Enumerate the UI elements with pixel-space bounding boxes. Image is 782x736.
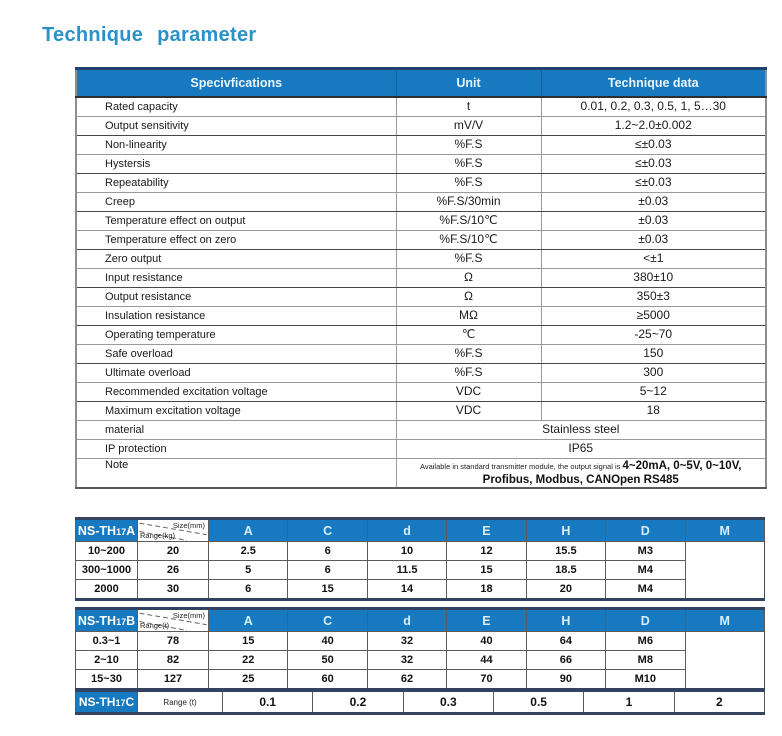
technique-value: ≤±0.03 (541, 136, 766, 155)
unit-value: %F.S (396, 136, 541, 155)
dimension-value: 66 (526, 651, 605, 670)
column-header: C (288, 609, 367, 632)
header-row (76, 609, 765, 632)
technique-value: 150 (541, 345, 766, 364)
dimension-value: 14 (367, 580, 446, 600)
dimension-value: 11.5 (367, 561, 446, 580)
dimension-table-b (75, 607, 765, 691)
capacity-table-c (75, 689, 765, 715)
column-header: H (526, 519, 605, 542)
table-row (76, 651, 765, 670)
size-unit-label: Size(mm) (172, 521, 205, 530)
note-line1 (397, 459, 766, 473)
dimension-value: M4 (606, 561, 685, 580)
range-unit-label: Range(t) (140, 621, 170, 630)
unit-value: %F.S/30min (396, 193, 541, 212)
technique-value: ±0.03 (541, 231, 766, 250)
spec-label: Note (76, 459, 396, 489)
table-row (76, 269, 766, 288)
column-header: C (288, 519, 367, 542)
spec-label: Safe overload (76, 345, 396, 364)
dimension-value: M3 (606, 542, 685, 561)
unit-value: %F.S (396, 155, 541, 174)
technique-value: ≤±0.03 (541, 155, 766, 174)
material-value: Stainless steel (396, 421, 766, 440)
diagonal-header-cell (138, 519, 209, 542)
range-value: 15~30 (76, 670, 138, 690)
dimension-value: 10 (367, 542, 446, 561)
header-row (76, 519, 765, 542)
column-header: D (606, 609, 685, 632)
technique-value: ±0.03 (541, 212, 766, 231)
range-value: 10~200 (76, 542, 138, 561)
table-row (76, 542, 765, 561)
technique-value: ≤±0.03 (541, 174, 766, 193)
table-row (76, 193, 766, 212)
table-row (76, 691, 765, 714)
range-unit-label: Range (t) (138, 691, 223, 714)
range-value: 0.3~1 (76, 632, 138, 651)
spec-label: Output resistance (76, 288, 396, 307)
table-row (76, 632, 765, 651)
table-row (76, 670, 765, 690)
dimension-value: 90 (526, 670, 605, 690)
unit-value: Ω (396, 288, 541, 307)
spec-label: material (76, 421, 396, 440)
table-row (76, 231, 766, 250)
technique-value: 300 (541, 364, 766, 383)
table-row (76, 174, 766, 193)
column-header: A (209, 609, 288, 632)
dimension-value: 22 (209, 651, 288, 670)
model-suffix: A (126, 523, 136, 538)
model-prefix: NS-TH (78, 695, 116, 709)
technique-value: 18 (541, 402, 766, 421)
column-header: d (367, 609, 446, 632)
note-signals-text: 4~20mA, 0~5V, 0~10V, (622, 460, 742, 472)
dimension-value: 32 (367, 651, 446, 670)
dimension-value: M8 (606, 651, 685, 670)
model-badge-c (76, 691, 138, 714)
technique-data-header: Technique data (541, 69, 766, 98)
note-intro-text: Available in standard transmitter module, the output signal is (419, 462, 623, 471)
dimension-value: 64 (526, 632, 605, 651)
dimension-value: 25 (209, 670, 288, 690)
spec-label: Zero output (76, 250, 396, 269)
spec-label: Hystersis (76, 155, 396, 174)
page-title: Technique parameter (42, 24, 257, 46)
diagonal-header-cell (138, 609, 209, 632)
dimension-value: 5 (209, 561, 288, 580)
technique-value: ≥5000 (541, 307, 766, 326)
unit-value: VDC (396, 383, 541, 402)
technique-value: 1.2~2.0±0.002 (541, 117, 766, 136)
technique-parameter-table (75, 67, 767, 489)
dimension-value: 26 (138, 561, 209, 580)
range-unit-label: Range(kg) (140, 531, 176, 540)
column-header: D (606, 519, 685, 542)
unit-value: MΩ (396, 307, 541, 326)
dimension-value: 15.5 (526, 542, 605, 561)
unit-header: Unit (396, 69, 541, 98)
specifications-header: Specivfications (76, 69, 396, 98)
column-header: M (685, 609, 764, 632)
column-header: H (526, 609, 605, 632)
model-suffix: C (125, 695, 135, 709)
table-row (76, 402, 766, 421)
dimension-value: M6 (606, 632, 685, 651)
spec-label: Output sensitivity (76, 117, 396, 136)
table-row (76, 97, 766, 117)
spec-label: Temperature effect on zero (76, 231, 396, 250)
column-header: M (685, 519, 764, 542)
table-row (76, 136, 766, 155)
dimension-table-a (75, 517, 765, 601)
dimension-value: 20 (526, 580, 605, 600)
model-badge-a (76, 519, 138, 542)
unit-value: %F.S (396, 250, 541, 269)
table-row (76, 383, 766, 402)
dimension-value: 12 (447, 542, 526, 561)
technique-value: 350±3 (541, 288, 766, 307)
spec-label: Creep (76, 193, 396, 212)
unit-value: ℃ (396, 326, 541, 345)
spec-label: Repeatability (76, 174, 396, 193)
unit-value: VDC (396, 402, 541, 421)
model-subscript: 17 (115, 698, 126, 708)
range-value: 2~10 (76, 651, 138, 670)
capacity-value: 2 (674, 691, 764, 714)
unit-value: %F.S/10℃ (396, 231, 541, 250)
table-row (76, 326, 766, 345)
table-row (76, 307, 766, 326)
model-prefix: NS-TH (77, 523, 117, 538)
spec-label: Ultimate overload (76, 364, 396, 383)
note-line2: Profibus, Modbus, CANOpen RS485 (482, 474, 679, 487)
note-row (76, 459, 766, 489)
table-row (76, 155, 766, 174)
unit-value: t (396, 97, 541, 117)
capacity-value: 0.2 (313, 691, 403, 714)
technique-value: 0.01, 0.2, 0.3, 0.5, 1, 5…30 (541, 97, 766, 117)
size-unit-label: Size(mm) (172, 611, 205, 620)
capacity-value: 1 (584, 691, 674, 714)
dimension-value: M10 (606, 670, 685, 690)
table-row (76, 345, 766, 364)
dimension-value: 44 (447, 651, 526, 670)
dimension-value: 20 (138, 542, 209, 561)
dimension-value: 30 (138, 580, 209, 600)
unit-value: %F.S (396, 345, 541, 364)
range-value: 2000 (76, 580, 138, 600)
capacity-value: 0.5 (493, 691, 583, 714)
model-badge-b (76, 609, 138, 632)
dimension-value: 15 (447, 561, 526, 580)
dimension-value: 15 (209, 632, 288, 651)
spec-label: Insulation resistance (76, 307, 396, 326)
spec-label: Non-linearity (76, 136, 396, 155)
column-header: A (209, 519, 288, 542)
dimension-value: 82 (138, 651, 209, 670)
dimension-value: 40 (288, 632, 367, 651)
spec-label: Rated capacity (76, 97, 396, 117)
capacity-value: 0.3 (403, 691, 493, 714)
table-row (76, 212, 766, 231)
model-subscript: 17 (116, 616, 127, 627)
dimension-value: 62 (367, 670, 446, 690)
table-row (76, 580, 765, 600)
model-suffix: B (126, 613, 136, 628)
dimension-value: 78 (138, 632, 209, 651)
table-row (76, 288, 766, 307)
spec-label: IP protection (76, 440, 396, 459)
technique-value: 5~12 (541, 383, 766, 402)
model-subscript: 17 (116, 526, 127, 537)
column-header: E (447, 519, 526, 542)
column-header: E (447, 609, 526, 632)
ip-value: IP65 (396, 440, 766, 459)
dimension-value: 127 (138, 670, 209, 690)
technique-value: -25~70 (541, 326, 766, 345)
spec-label: Input resistance (76, 269, 396, 288)
dimension-value: 18 (447, 580, 526, 600)
technique-value: <±1 (541, 250, 766, 269)
technique-value: ±0.03 (541, 193, 766, 212)
dimension-value: 40 (447, 632, 526, 651)
range-value: 300~1000 (76, 561, 138, 580)
dimension-value: 18.5 (526, 561, 605, 580)
table-row (76, 364, 766, 383)
dimension-value: 6 (288, 561, 367, 580)
material-row (76, 421, 766, 440)
dimension-value: 70 (447, 670, 526, 690)
unit-value: %F.S (396, 174, 541, 193)
ip-protection-row (76, 440, 766, 459)
unit-value: mV/V (396, 117, 541, 136)
dimension-value: 32 (367, 632, 446, 651)
dimension-value: 15 (288, 580, 367, 600)
dimension-value: 60 (288, 670, 367, 690)
unit-value: %F.S/10℃ (396, 212, 541, 231)
capacity-value: 0.1 (223, 691, 313, 714)
unit-value: %F.S (396, 364, 541, 383)
column-header: d (367, 519, 446, 542)
table-row (76, 561, 765, 580)
note-value (396, 459, 766, 489)
dimension-value: M4 (606, 580, 685, 600)
spec-label: Temperature effect on output (76, 212, 396, 231)
dimension-value: 6 (288, 542, 367, 561)
technique-value: 380±10 (541, 269, 766, 288)
table-row (76, 117, 766, 136)
spec-label: Recommended excitation voltage (76, 383, 396, 402)
spec-label: Maximum excitation voltage (76, 402, 396, 421)
unit-value: Ω (396, 269, 541, 288)
dimension-value: 6 (209, 580, 288, 600)
dimension-value: 2.5 (209, 542, 288, 561)
spec-label: Operating temperature (76, 326, 396, 345)
header-row (76, 69, 766, 98)
dimension-value: 50 (288, 651, 367, 670)
table-row (76, 250, 766, 269)
model-prefix: NS-TH (77, 613, 117, 628)
